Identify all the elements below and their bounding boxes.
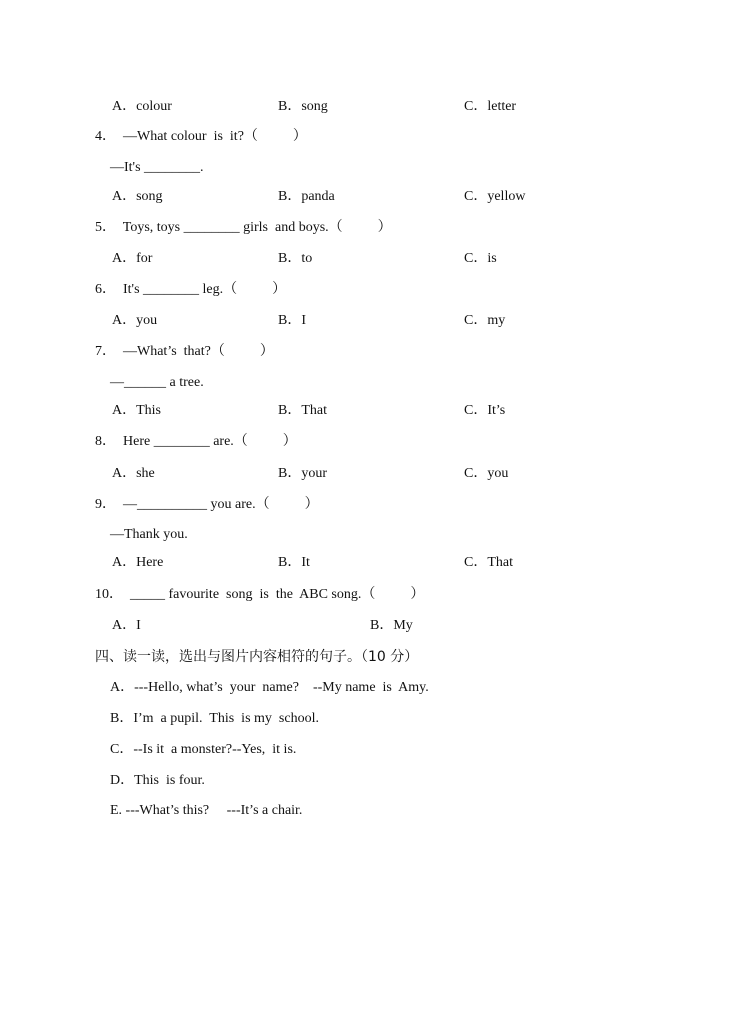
q9-option-c: C．That [464, 555, 513, 570]
q9-answer-line: —Thank you. [110, 527, 188, 542]
q8-option-b: B．your [278, 466, 327, 481]
q4-answer-line: —It's ________. [110, 160, 204, 175]
q4-option-c: C．yellow [464, 189, 526, 204]
q4-option-b: B．panda [278, 189, 335, 204]
q4-question: 4． —What colour is it?（ ） [95, 129, 307, 144]
q10-question: 10． _____ favourite song is the ABC song.（ ） [95, 587, 425, 602]
q3-option-b: B．song [278, 99, 328, 114]
section4-item-b: B．I’m a pupil. This is my school. [110, 711, 319, 726]
q5-option-b: B．to [278, 251, 313, 266]
q8-option-a: A．she [112, 466, 155, 481]
q7-option-a: A．This [112, 403, 161, 418]
q10-option-b: B．My [370, 618, 413, 633]
q10-option-a: A．I [112, 618, 141, 633]
q6-option-a: A．you [112, 313, 158, 328]
q4-option-a: A．song [112, 189, 163, 204]
section4-heading: 四、读一读，选出与图片内容相符的句子。（10 分） [95, 649, 419, 665]
q3-option-c: C．letter [464, 99, 517, 114]
q3-option-a: A．colour [112, 99, 172, 114]
q5-question: 5． Toys, toys ________ girls and boys.（ ） [95, 220, 392, 235]
q9-question: 9． —__________ you are.（ ） [95, 497, 319, 512]
section4-item-c: C．--Is it a monster?--Yes, it is. [110, 742, 297, 757]
q5-option-c: C．is [464, 251, 497, 266]
q6-option-b: B．I [278, 313, 306, 328]
q6-option-c: C．my [464, 313, 506, 328]
q5-option-a: A．for [112, 251, 153, 266]
q9-option-a: A．Here [112, 555, 164, 570]
section4-item-a: A．---Hello, what’s your name? --My name is Amy. [110, 680, 429, 695]
q8-question: 8． Here ________ are.（ ） [95, 434, 297, 449]
q7-option-b: B．That [278, 403, 327, 418]
q8-option-c: C．you [464, 466, 509, 481]
section4-item-e: E. ---What’s this? ---It’s a chair. [110, 803, 303, 818]
q7-answer-line: —______ a tree. [110, 375, 204, 390]
q9-option-b: B．It [278, 555, 310, 570]
q7-question: 7． —What’s that?（ ） [95, 344, 274, 359]
q6-question: 6． It's ________ leg.（ ） [95, 282, 287, 297]
section4-item-d: D．This is four. [110, 773, 205, 788]
q7-option-c: C．It’s [464, 403, 506, 418]
